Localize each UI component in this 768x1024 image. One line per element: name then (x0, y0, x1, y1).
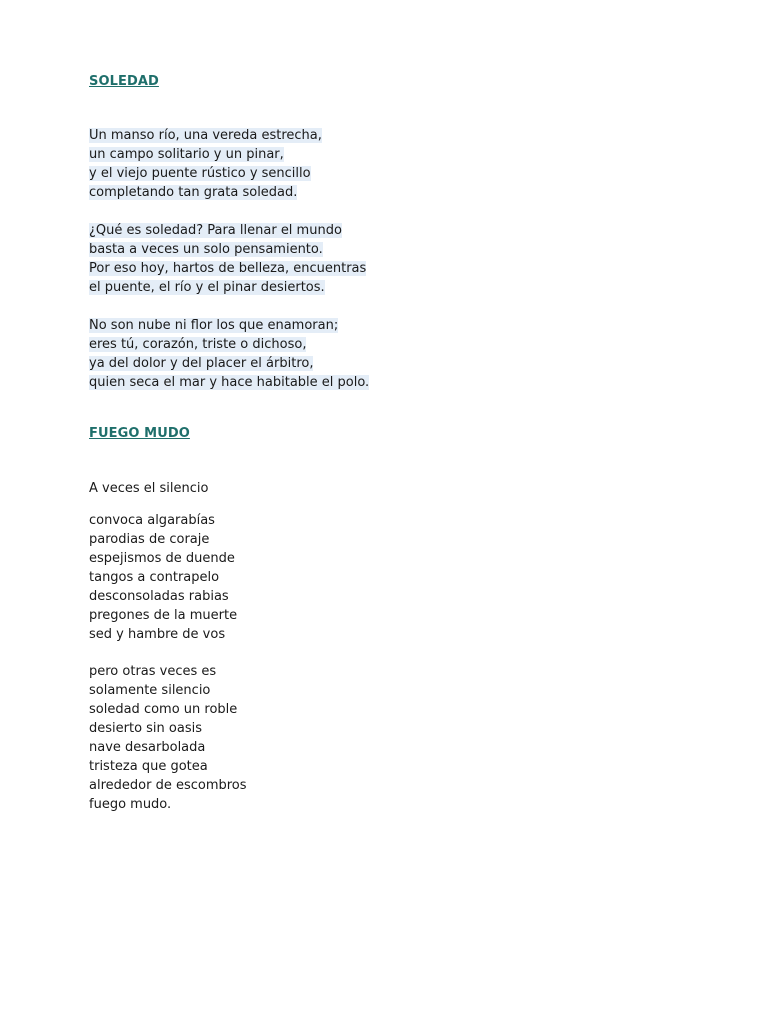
stanza-soledad-3 (89, 316, 369, 392)
poem-line: Un manso río, una vereda estrecha, (89, 128, 322, 143)
poem-line: parodias de coraje (89, 532, 210, 547)
poem-line: espejismos de duende (89, 551, 235, 566)
poem-line: pero otras veces es (89, 664, 217, 679)
poem-line: ya del dolor y del placer el árbitro, (89, 356, 314, 371)
poem-line: el puente, el río y el pinar desiertos. (89, 280, 325, 295)
stanza-fuego-2 (89, 662, 247, 814)
poem-line: quien seca el mar y hace habitable el polo. (89, 375, 370, 390)
poem-line: ¿Qué es soledad? Para llenar el mundo (89, 223, 342, 238)
poem-line: desierto sin oasis (89, 721, 202, 736)
poem-line: fuego mudo. (89, 797, 172, 812)
stanza-soledad-1 (89, 126, 322, 202)
poem-line: convoca algarabías (89, 513, 215, 528)
poem-line: completando tan grata soledad. (89, 185, 298, 200)
poem-line: eres tú, corazón, triste o dichoso, (89, 337, 307, 352)
stanza-fuego-intro (89, 479, 208, 498)
poem-line: soledad como un roble (89, 702, 238, 717)
poem-title-soledad: SOLEDAD (89, 74, 159, 89)
poem-line: A veces el silencio (89, 481, 209, 496)
stanza-soledad-2 (89, 221, 366, 297)
stanza-fuego-1 (89, 511, 237, 644)
poem-line: alrededor de escombros (89, 778, 247, 793)
poem-line: Por eso hoy, hartos de belleza, encuentras (89, 261, 367, 276)
poem-title-fuego-mudo: FUEGO MUDO (89, 426, 190, 441)
poem-line: pregones de la muerte (89, 608, 238, 623)
poem-line: basta a veces un solo pensamiento. (89, 242, 323, 257)
poem-line: tristeza que gotea (89, 759, 208, 774)
poem-line: sed y hambre de vos (89, 627, 226, 642)
poem-line: nave desarbolada (89, 740, 206, 755)
poem-line: solamente silencio (89, 683, 211, 698)
poem-line: No son nube ni flor los que enamoran; (89, 318, 339, 333)
poem-line: un campo solitario y un pinar, (89, 147, 284, 162)
poem-line: tangos a contrapelo (89, 570, 220, 585)
poem-line: desconsoladas rabias (89, 589, 229, 604)
poem-line: y el viejo puente rústico y sencillo (89, 166, 311, 181)
